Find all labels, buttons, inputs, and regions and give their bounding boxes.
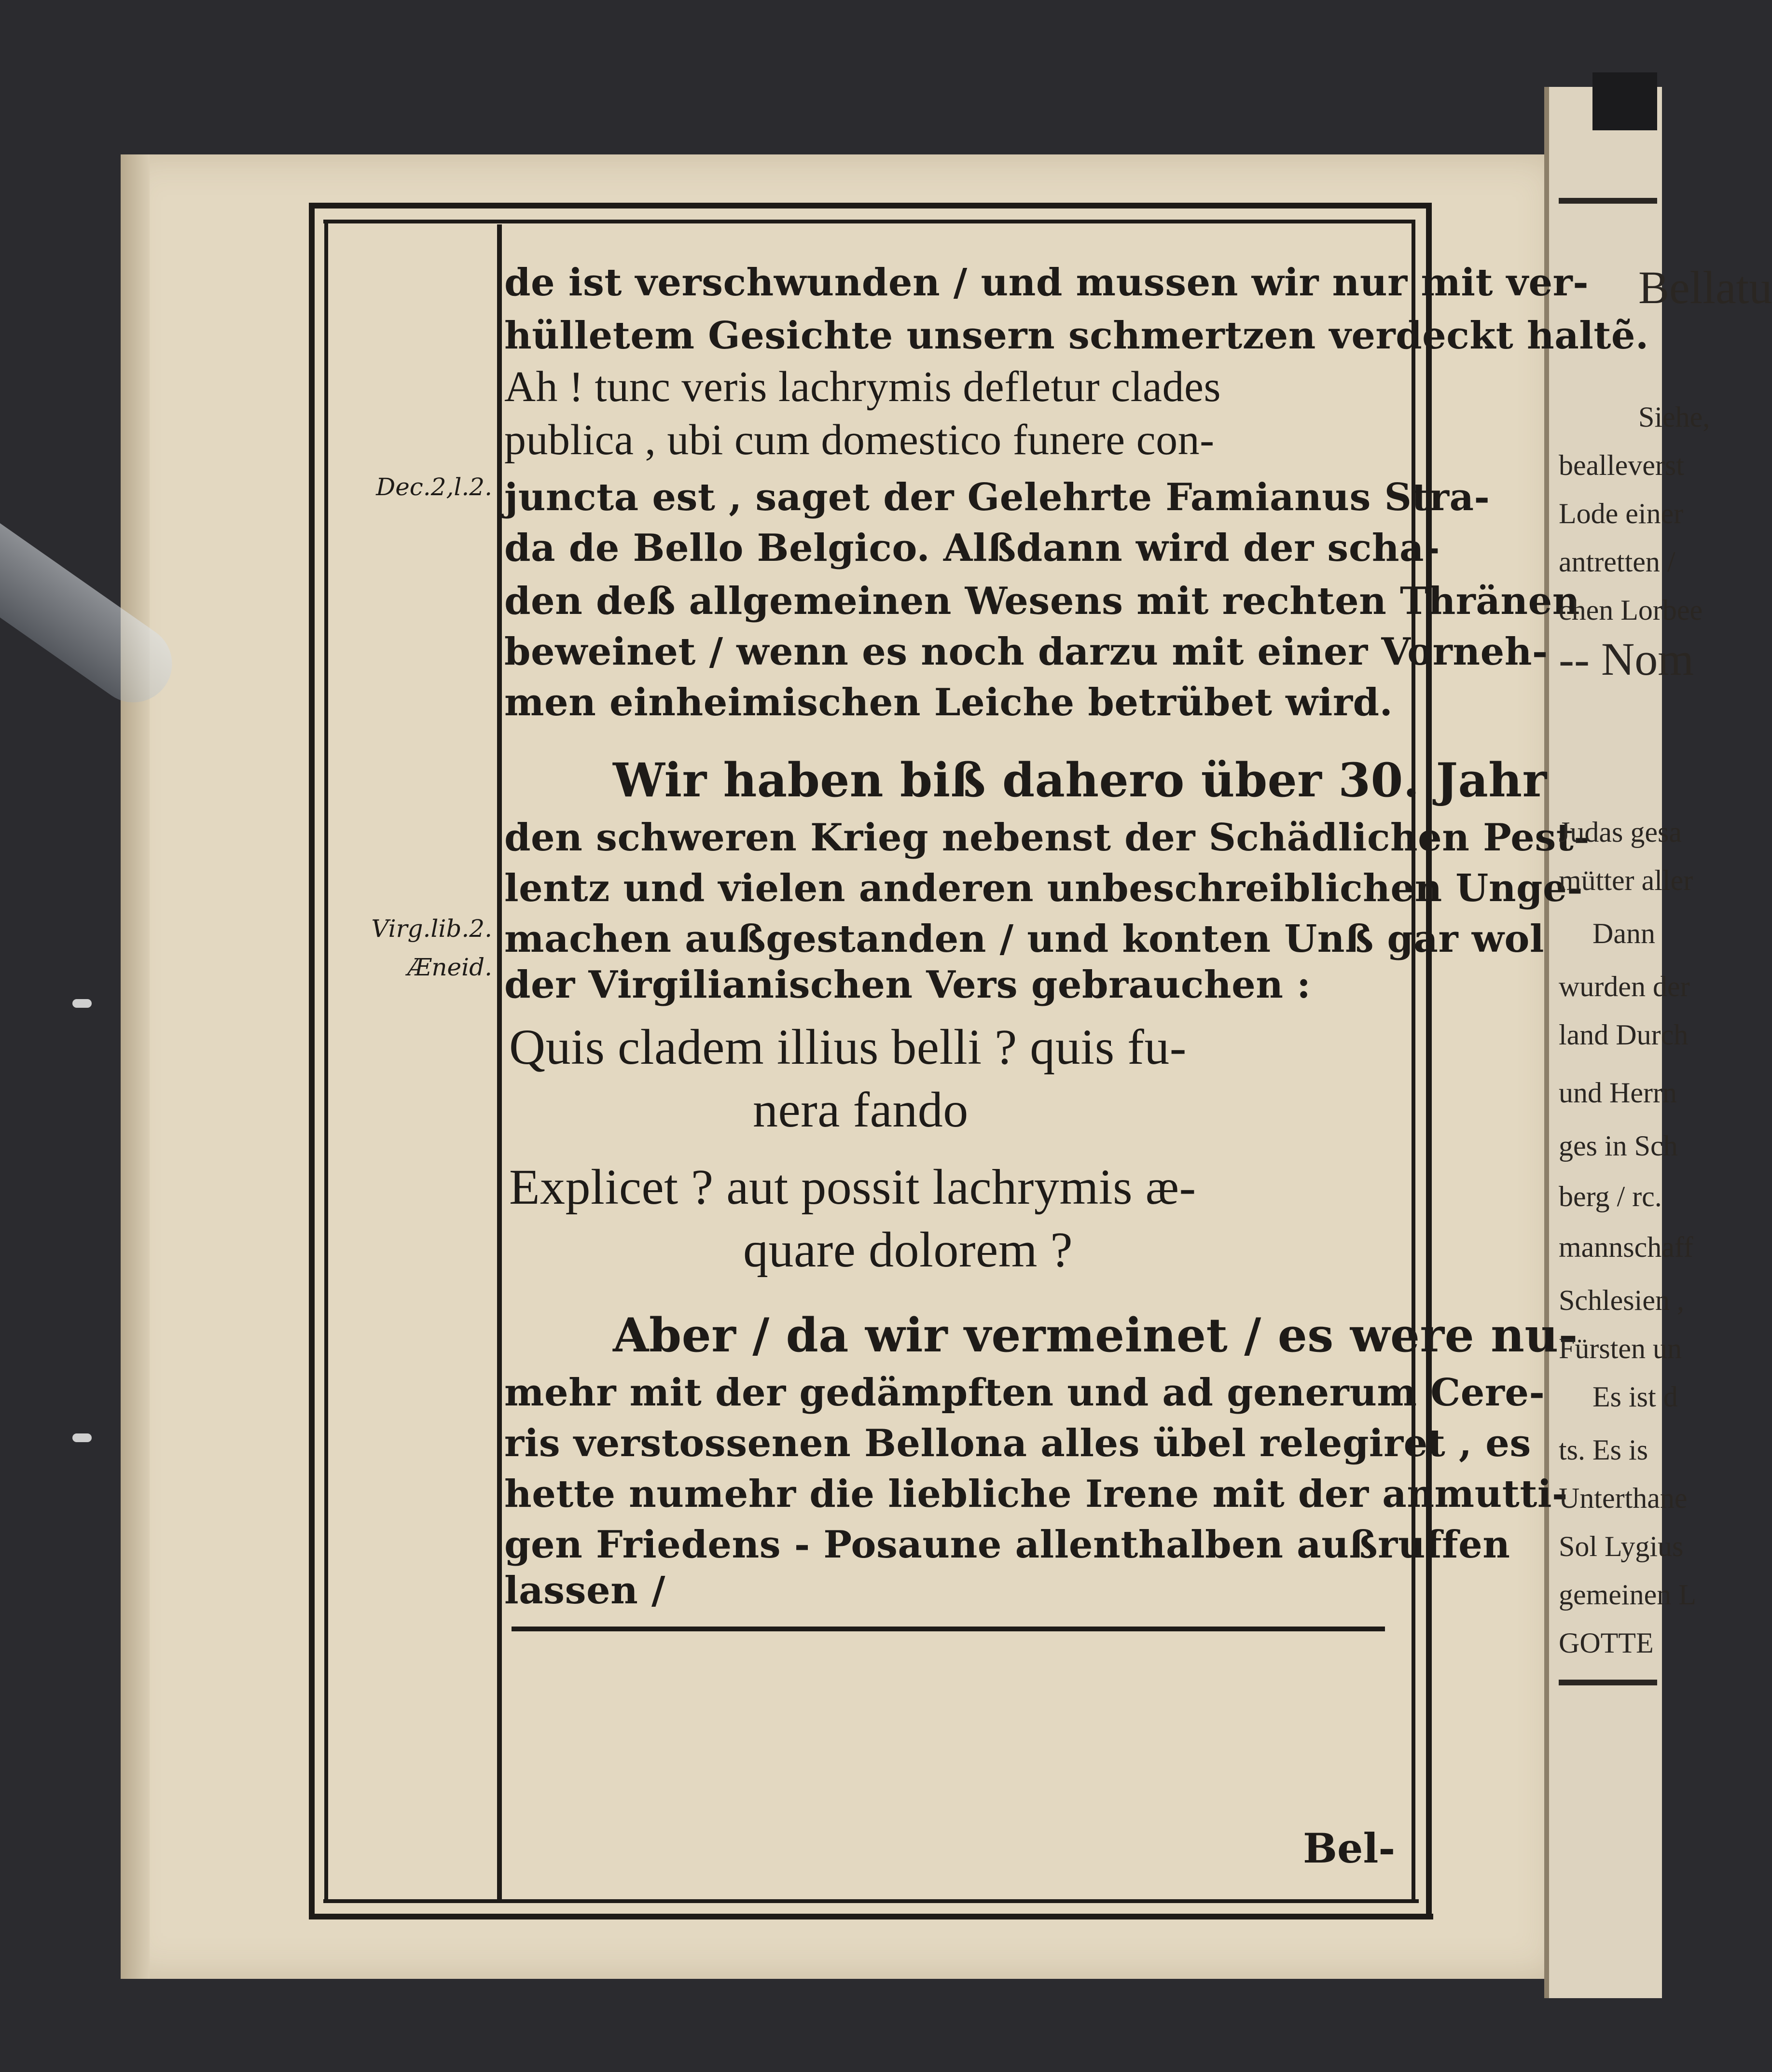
right-text-line: Dann <box>1592 918 1655 949</box>
text-line: publica , ubi cum domestico funere con- <box>504 416 1215 464</box>
text-line: Ah ! tunc veris lachrymis defletur clades <box>504 363 1221 411</box>
text-line: gen Friedens - Posaune allenthalben außruffen <box>504 1523 1510 1567</box>
text-line: hülletem Gesichte unsern schmertzen verdeckt haltẽ. <box>504 314 1649 358</box>
right-text-line: berg / rc. <box>1559 1181 1662 1212</box>
right-text-line: Judas gesa <box>1559 816 1682 848</box>
verse-line: quare dolorem ? <box>743 1222 1073 1278</box>
paragraph-head: Aber / da wir vermeinet / es were nu- <box>613 1308 1578 1363</box>
binder-clip <box>1592 72 1657 130</box>
text-line: machen außgestanden / und konten Unß gar wol <box>504 917 1545 961</box>
right-text-line: ges in Sch <box>1559 1130 1678 1162</box>
right-text-line: mannschaff <box>1559 1231 1693 1263</box>
right-text-line: mütter aller <box>1559 864 1693 896</box>
verse-line: Explicet ? aut possit lachrymis æ- <box>509 1159 1196 1215</box>
right-text-line: Unterthane <box>1559 1482 1688 1514</box>
text-line: juncta est , saget der Gelehrte Famianus Stra- <box>504 475 1490 519</box>
right-text-line: ts. Es is <box>1559 1434 1648 1466</box>
right-text-line: Siehe, <box>1638 401 1710 433</box>
text-line: lentz und vielen anderen unbeschreiblichen Unge- <box>504 866 1583 910</box>
right-text-line: und Herrn <box>1559 1077 1677 1109</box>
punch-hole <box>72 999 92 1008</box>
right-text-line: wurden der <box>1559 971 1690 1002</box>
catchword: Bel- <box>1303 1824 1396 1872</box>
page-edge-shadow <box>121 154 150 1979</box>
margin-note-aeneid: Æneid. <box>407 953 492 981</box>
text-line: den deß allgemeinen Wesens mit rechten Thränen <box>504 579 1580 623</box>
right-text-line: Schlesien , <box>1559 1284 1684 1316</box>
right-page-rule <box>1559 198 1657 204</box>
text-line: da de Bello Belgico. Alßdann wird der scha- <box>504 526 1440 570</box>
text-line: mehr mit der gedämpften und ad generum Cere- <box>504 1371 1545 1415</box>
text-line: hette numehr die liebliche Irene mit der anmutti- <box>504 1472 1568 1516</box>
right-text-line: antretten / <box>1559 546 1675 578</box>
margin-note-virgil: Virg.lib.2. <box>371 915 492 943</box>
right-text-line: gemeinen L <box>1559 1579 1696 1611</box>
text-line: men einheimischen Leiche betrübet wird. <box>504 681 1393 724</box>
text-line: lassen / <box>504 1569 665 1613</box>
text-line: ris verstossenen Bellona alles übel relegiret , es <box>504 1421 1531 1465</box>
right-text-line: GOTTE <box>1559 1627 1654 1659</box>
right-text-line: Fürsten un <box>1559 1333 1682 1364</box>
right-text-line: bealleverst <box>1559 449 1684 481</box>
text-line: den schweren Krieg nebenst der Schädlichen Pest- <box>504 816 1590 860</box>
verse-line: Quis cladem illius belli ? quis fu- <box>509 1019 1187 1075</box>
right-text-line: chen Lorbee <box>1559 594 1703 626</box>
text-line: de ist verschwunden / und mussen wir nur mit ver- <box>504 261 1589 305</box>
right-text-line: Sol Lygius <box>1559 1530 1684 1562</box>
right-text-line: Es ist d <box>1592 1381 1678 1413</box>
text-line: der Virgilianischen Vers gebrauchen : <box>504 963 1311 1007</box>
right-page-rule <box>1559 1680 1657 1685</box>
punch-hole <box>72 1433 92 1442</box>
right-text-line: Bellatu <box>1638 262 1772 313</box>
right-text-line: -- Nom <box>1559 633 1694 685</box>
verse-line: nera fando <box>753 1082 969 1138</box>
margin-note-dec: Dec.2,l.2. <box>376 473 492 501</box>
paragraph-head: Wir haben biß dahero über 30. Jahr <box>613 753 1547 807</box>
right-text-line: land Durch <box>1559 1019 1689 1051</box>
text-line: beweinet / wenn es noch darzu mit einer Vorneh- <box>504 630 1548 674</box>
right-text-line: Lode einer <box>1559 498 1684 529</box>
